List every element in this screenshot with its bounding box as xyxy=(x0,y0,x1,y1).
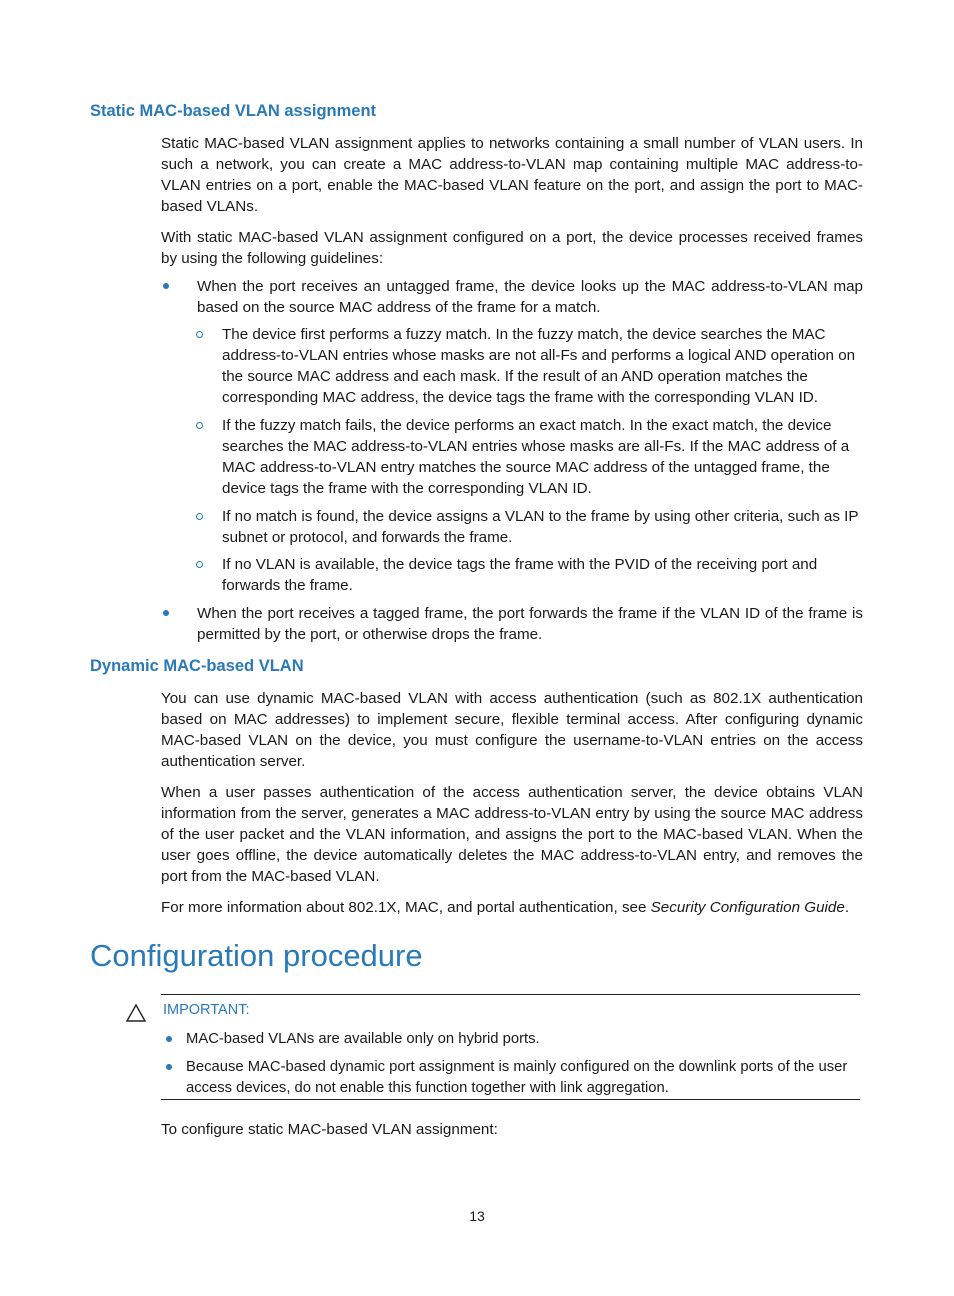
static-sub-bullet-2: If the fuzzy match fails, the device performs an exact match. In the exact match, the device searches the MAC address-to-VLAN entries whose masks are all-Fs. If the MAC address of a MAC address-to-VLAN entry matches the source MAC address of the untagged frame, the device tags the frame with the corresponding VLAN ID. xyxy=(222,417,850,497)
guide-reference: Security Configuration Guide xyxy=(650,899,845,916)
important-item-2: Because MAC-based dynamic port assignment is mainly configured on the downlink ports of the user access devices, do not enable this function together with link aggregation. xyxy=(186,1059,848,1096)
sub-bullet-icon xyxy=(196,331,203,338)
p3-suffix: . xyxy=(844,899,850,916)
section-heading-static: Static MAC-based VLAN assignment xyxy=(90,102,377,120)
static-bullet-2: When the port receives a tagged frame, the port forwards the frame if the VLAN ID of the frame is permitted by the port, or otherwise drops the frame. xyxy=(197,605,863,643)
important-label: IMPORTANT: xyxy=(163,1002,250,1018)
bullet-icon xyxy=(163,283,169,289)
important-bottom-rule xyxy=(161,1099,860,1100)
static-bullet-1: When the port receives an untagged frame, the device looks up the MAC address-to-VLAN map based on the source MAC address of the frame for a match. xyxy=(197,278,863,316)
dynamic-paragraph-1: You can use dynamic MAC-based VLAN with access authentication (such as 802.1X authentication based on MAC addresses) to implement secure, flexible terminal access. After configuring dynamic MAC-based VLAN on the device, you must configure the username-to-VLAN entries on the access authentication server. xyxy=(161,690,863,770)
p3-prefix: For more information about 802.1X, MAC, and portal authentication, see xyxy=(161,899,651,916)
important-item-1: MAC-based VLANs are available only on hybrid ports. xyxy=(186,1031,540,1047)
procedure-intro: To configure static MAC-based VLAN assignment: xyxy=(161,1121,498,1138)
bullet-icon xyxy=(163,610,169,616)
sub-bullet-icon xyxy=(196,422,203,429)
static-sub-bullet-1: The device first performs a fuzzy match. In the fuzzy match, the device searches the MAC address-to-VLAN entries whose masks are not all-Fs and performs a logical AND operation on the source MAC address and each mask. If the result of an AND operation matches the corresponding MAC address, the device tags the frame with the corresponding VLAN ID. xyxy=(222,326,856,406)
static-paragraph-2: With static MAC-based VLAN assignment configured on a port, the device processes received frames by using the following guidelines: xyxy=(161,229,863,267)
dynamic-paragraph-2: When a user passes authentication of the access authentication server, the device obtains VLAN information from the server, generates a MAC address-to-VLAN entry by using the source MAC address of the user packet and the VLAN information, and assigns the port to the MAC-based VLAN. When the user goes offline, the device automatically deletes the MAC address-to-VLAN entry, and removes the port from the MAC-based VLAN. xyxy=(161,784,863,885)
section-heading-dynamic: Dynamic MAC-based VLAN xyxy=(90,657,304,675)
static-paragraph-1: Static MAC-based VLAN assignment applies to networks containing a small number of VLAN users. In such a network, you can create a MAC address-to-VLAN map containing multiple MAC address-to-VLAN entries on a port, enable the MAC-based VLAN feature on the port, and assign the port to MAC-based VLANs. xyxy=(161,135,863,215)
important-top-rule xyxy=(161,994,860,995)
static-sub-bullet-4: If no VLAN is available, the device tags the frame with the PVID of the receiving port and forwards the frame. xyxy=(222,556,818,594)
page-number: 13 xyxy=(469,1208,485,1224)
sub-bullet-icon xyxy=(196,561,203,568)
static-sub-bullet-3: If no match is found, the device assigns a VLAN to the frame by using other criteria, such as IP subnet or protocol, and forwards the frame. xyxy=(222,508,859,546)
page-heading-configuration-procedure: Configuration procedure xyxy=(90,938,423,973)
bullet-icon xyxy=(166,1036,172,1042)
bullet-icon xyxy=(166,1064,172,1070)
sub-bullet-icon xyxy=(196,513,203,520)
warning-icon xyxy=(126,1004,146,1022)
dynamic-paragraph-3 xyxy=(161,897,863,918)
